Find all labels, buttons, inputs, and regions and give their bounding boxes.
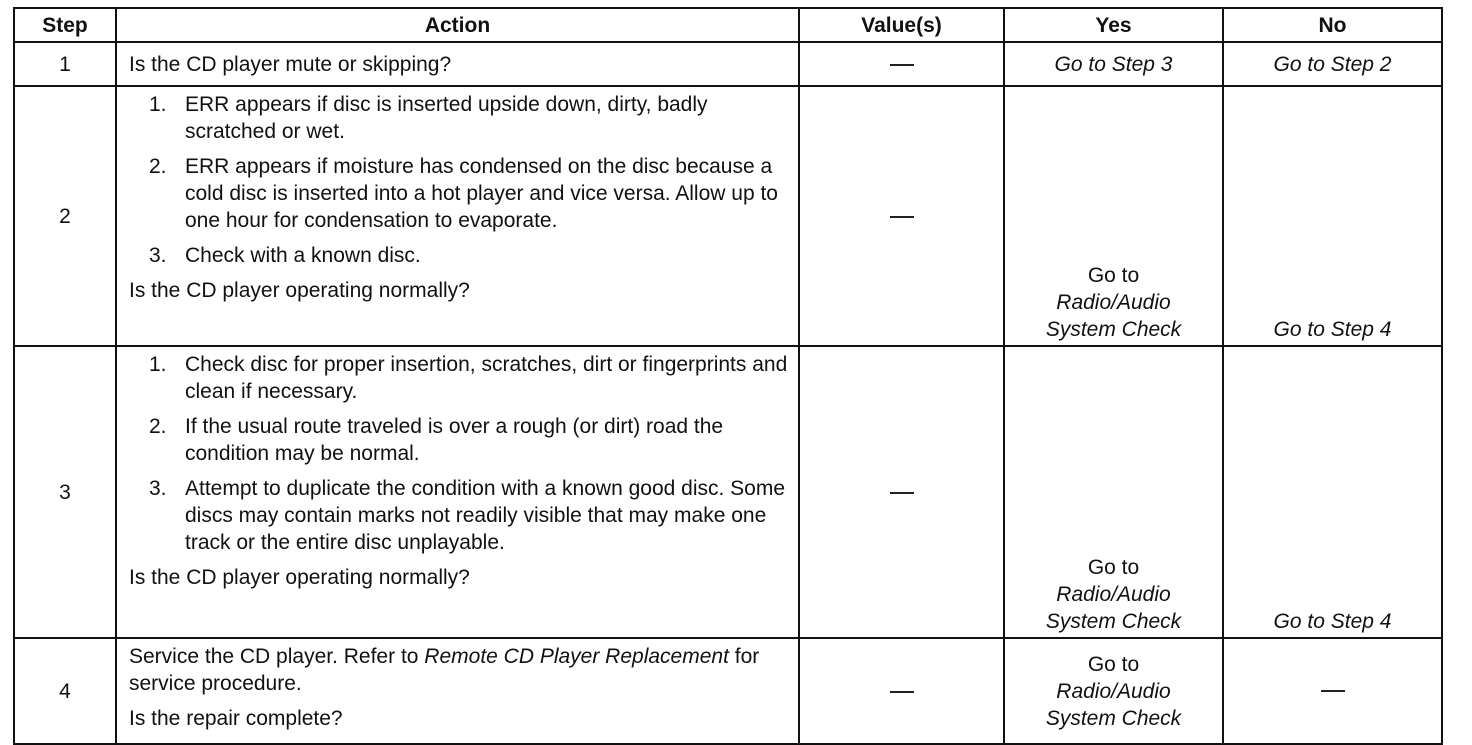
no-cell: Go to Step 4 — [1223, 86, 1442, 346]
table-row — [14, 638, 1442, 744]
action-item — [149, 153, 788, 234]
action-list — [129, 351, 788, 556]
item-number: 1. — [149, 353, 167, 376]
action-item — [149, 413, 788, 467]
service-suffix: for service procedure. — [129, 645, 760, 695]
yes-ref-line1: Radio/Audio — [1056, 679, 1171, 703]
value-cell — [799, 638, 1004, 744]
item-number: 3. — [149, 244, 167, 267]
action-item — [149, 475, 788, 556]
step-number: 4 — [14, 638, 116, 744]
step-number: 2 — [14, 86, 116, 346]
yes-ref-line2: System Check — [1045, 610, 1182, 633]
action-cell — [116, 42, 799, 86]
yes-ref-line1: Radio/Audio — [1056, 291, 1171, 314]
table-row — [14, 86, 1442, 346]
service-instruction — [129, 643, 788, 697]
yes-ref-line2: System Check — [1045, 318, 1182, 341]
item-number: 2. — [149, 155, 167, 178]
table-row — [14, 346, 1442, 638]
item-number: 2. — [149, 415, 167, 438]
action-cell — [116, 346, 799, 638]
no-dash — [1321, 690, 1345, 692]
service-prefix: Service the CD player. Refer to — [129, 645, 425, 668]
item-text: Attempt to duplicate the condition with a known good disc. Some discs may contain marks not readily visible that may make one track or the entire disc unplayable. — [185, 477, 786, 554]
service-reference: Remote CD Player Replacement — [424, 645, 729, 668]
diagnostic-table — [13, 7, 1443, 745]
yes-goto: Go to — [1087, 556, 1140, 579]
no-cell — [1223, 638, 1442, 744]
yes-cell — [1004, 86, 1223, 346]
value-dash — [890, 216, 914, 218]
header-step: Step — [14, 8, 116, 42]
item-number: 3. — [149, 477, 167, 500]
no-cell: Go to Step 4 — [1223, 346, 1442, 638]
table-row — [14, 42, 1442, 86]
step-number: 3 — [14, 346, 116, 638]
header-no: No — [1223, 8, 1442, 42]
item-text: Check with a known disc. — [185, 244, 421, 267]
value-dash — [890, 492, 914, 494]
value-dash — [890, 64, 914, 66]
action-question: Is the CD player operating normally? — [129, 279, 470, 302]
header-row — [14, 8, 1442, 42]
yes-ref-line2: System Check — [1045, 706, 1182, 730]
action-cell — [116, 638, 799, 744]
action-question: Is the CD player operating normally? — [129, 566, 470, 589]
header-action: Action — [116, 8, 799, 42]
action-item — [149, 242, 788, 269]
action-question: Is the CD player mute or skipping? — [129, 52, 452, 76]
yes-cell — [1004, 346, 1223, 638]
item-text: Check disc for proper insertion, scratches, dirt or fingerprints and clean if necessary. — [185, 353, 788, 403]
yes-goto: Go to — [1087, 264, 1140, 287]
item-number: 1. — [149, 93, 167, 116]
header-values: Value(s) — [799, 8, 1004, 42]
value-cell — [799, 346, 1004, 638]
value-cell — [799, 86, 1004, 346]
value-dash — [890, 691, 914, 693]
item-text: If the usual route traveled is over a rough (or dirt) road the condition may be normal. — [185, 415, 724, 465]
step-number: 1 — [14, 42, 116, 86]
action-list — [129, 91, 788, 269]
action-item — [149, 351, 788, 405]
action-question: Is the repair complete? — [129, 707, 343, 730]
item-text: ERR appears if moisture has condensed on the disc because a cold disc is inserted into a hot player and vice versa. Allow up to one hour for condensation to evaporate. — [185, 155, 778, 232]
yes-goto: Go to — [1087, 652, 1140, 676]
value-cell — [799, 42, 1004, 86]
no-cell: Go to Step 2 — [1223, 42, 1442, 86]
action-item — [149, 91, 788, 145]
item-text: ERR appears if disc is inserted upside down, dirty, badly scratched or wet. — [185, 93, 708, 143]
yes-ref-line1: Radio/Audio — [1056, 583, 1171, 606]
yes-cell: Go to Step 3 — [1004, 42, 1223, 86]
yes-cell — [1004, 638, 1223, 744]
header-yes: Yes — [1004, 8, 1223, 42]
action-cell — [116, 86, 799, 346]
